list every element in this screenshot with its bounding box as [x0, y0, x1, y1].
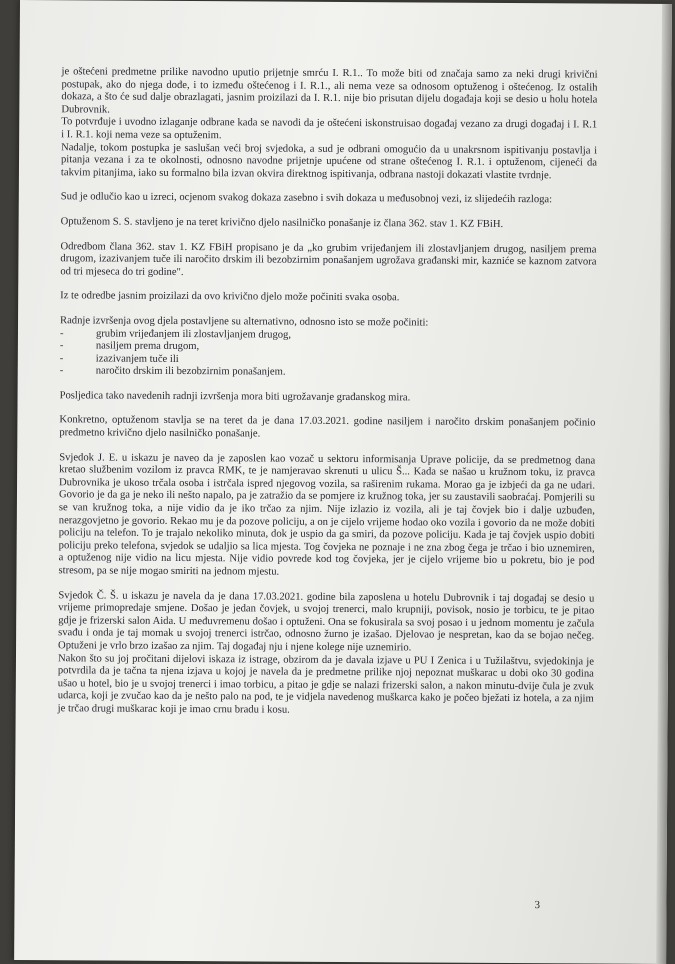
- document-page: [14, 0, 672, 964]
- page-number: 3: [534, 899, 541, 912]
- paragraph-odnos-optuzenog: je oštećeni predmetne prilike navodno uputio prijetnje smrću I. R.1.. To može biti od značaja samo za neki drugi krivični postupak, ako do njega dođe, i to između oštećenog i I. R.1., ali nema veze sa odnosom optuženog i oštećenog. Iz ostalih dokaza, a što će sud dalje obrazlagati, jasnim proizilazi da I. R.1. nije bio prisutan dijelu događaja koji se desio u holu hotela Dubrovnik.: [61, 66, 598, 116]
- paragraph-svjedok-je: Svjedok J. E. u iskazu je naveo da je zaposlen kao vozač u sektoru informisanja Uprave policije, da se predmetnog dana kretao službenim vozilom iz pravca RMK, te je namjeravao skrenuti u ulicu Š... Kada se našao u kružnom toku, iz pravca Dubrovnika je ukoso trčala osoba i istrčala ispred njegovog vozila, sa raširenim rukama. Morao ga je izbjeći da ga ne udari. Govorio je da ga je neko ili nešto napalo, pa je zatražio da se pomjere iz kružnog toka, jer su zaustavili saobraćaj. Pomjerili su se van kružnog toka, a nije vidio da je iko trčao za njim. Nije izlazio iz vozila, ali je taj čovjek bio i dalje uzbuđen, nerazgovjetno je govorio. Rekao mu je da pozove policiju, a on je cijelo vrijeme hodao oko vozila i govorio da ne može dobiti policiju na telefon. To je trajalo nekoliko minuta, dok je uspio da ga smiri, da pozove policiju. Kada je taj čovjek uspio dobiti policiju preko telefona, svjedok se udaljio sa lica mjesta. Tog čovjeka ne poznaje i ne zna zbog čega je trčao i bio uznemiren, a optuženog nije vidio na licu mjesta. Nije vidio povrede kod tog čovjeka, jer je cijelo vrijeme bio u pokretu, bio je pod stresom, pa se nije mogao smiriti na jednom mjestu.: [58, 451, 596, 578]
- paragraph-sud-odlucio: Sud je odlučio kao u izreci, ocjenom svakog dokaza zasebno i svih dokaza u međusobnoj vezi, iz slijedećih razloga:: [60, 191, 553, 206]
- paragraph-nakon-sto: Nakon što su joj pročitani dijelovi iskaza iz istrage, obzirom da je davala izjave u PU I Zenica i u Tužilaštvu, svjedokinja je potvrdila da je tačna ta njena izjava u kojoj je navela da je predmetne prilike njoj nepoznat muškarac u dobi oko 30 godina ušao u hotel, bio je u svojoj trenerci i imao torbicu, a pitao je gdje se nalazi frizerski salon, a nakon minutu-dvije čula je zvuk udarca, koji je zvučao kao da je nešto palo na pod, te je vidjela navedenog muškarca kako je počeo bježati iz hotela, a za njim je trčao drugi muškarac koji je imao crnu bradu i kosu.: [57, 652, 595, 716]
- paragraph-odredbom-clana: Odredbom člana 362. stav 1. KZ FBiH propisano je da „ko grubim vrijeđanjem ili zlostavljanjem drugog, nasiljem prema drugom, izazivanjem tuče ili naročito drskim ili bezobzirnim ponašanjem ugrožava građanski mir, kazniće se kaznom zatvora od tri mjeseca do tri godine".: [60, 240, 597, 278]
- paragraph-iz-te-odredbe: Iz te odredbe jasnim proizilazi da ovo krivično djelo može počiniti svaka osoba.: [60, 290, 400, 304]
- paragraph-optuzenom-stavljeno: Optuženom S. S. stavljeno je na teret krivično djelo nasilničko ponašanje iz člana 362. stav 1. KZ FBiH.: [60, 216, 504, 230]
- paragraph-saslusanje-svjedoka: Nadalje, tokom postupka je saslušan veći broj svjedoka, a sud je odbrani omogućio da u unakrsnom ispitivanju postavlja i pitanja vezana i za te okolnosti, odnosno navodne prijetnje upućene od strane oštećenog I. R.1. i optuženom, cijeneći da takvim pitanjima, iako su formalno bila izvan okvira direktnog ispitivanja, odbrana nastoji dokazati vlastite tvrdnje.: [60, 141, 598, 181]
- paragraph-posljedica: Posljedica tako navedenih radnji izvršenja mora biti ugrožavanje građanskog mira.: [59, 390, 411, 404]
- document-body: [58, 66, 598, 719]
- paragraph-uvodno-izlaganje: To potvrđuje i uvodno izlaganje odbrane kada se navodi da je oštećeni iskonstruisao događaj vezano za drugi događaj i I. R.1 i I. R.1. koji nema veze sa optuženim.: [61, 116, 598, 142]
- paragraph-svjedok-cs: Svjedok Č. Š. u iskazu je navela da je dana 17.03.2021. godine bila zaposlena u hotelu Dubrovnik i taj događaj se desio u vrijeme primopredaje smjene. Došao je jedan čovjek, u svojoj trenerci, malo krupniji, povisok, nosio je torbicu, te je pitao gdje je frizerski salon Aida. U međuvremenu došao i optuženi. Ona se fokusirala sa svoj posao i u jednom momentu je začula svađu i onda je taj momak u svojoj trenerci istrčao, odnosno žurno je izašao. Djelovao je nespretan, kao da se bojao nečeg. Optuženi je vrlo brzo izašao za njim. Taj događaj nju i njene kolege nije uznemirio.: [58, 589, 595, 654]
- paragraph-konkretno: Konkretno, optuženom stavlja se na teret da je dana 17.03.2021. godine nasiljem i naročito drskim ponašanjem počinio predmetno krivično djelo nasilničko ponašanje.: [59, 414, 596, 440]
- alternatives-list: [60, 328, 596, 382]
- paragraph-radnje-izvrsenja: Radnje izvršenja ovog djela postavljene su alternativno, odnosno isto se može počiniti:: [60, 315, 429, 329]
- list-item: - naročito drskim ili bezobzirnim ponašanjem.: [60, 366, 596, 382]
- list-item: - grubim vrijeđanjem ili zlostavljanjem drugog,: [60, 328, 596, 344]
- list-item: - izazivanjem tuče ili: [60, 353, 596, 369]
- page-edge-shadow: [656, 4, 672, 964]
- list-item: - nasiljem prema drugom,: [60, 340, 596, 356]
